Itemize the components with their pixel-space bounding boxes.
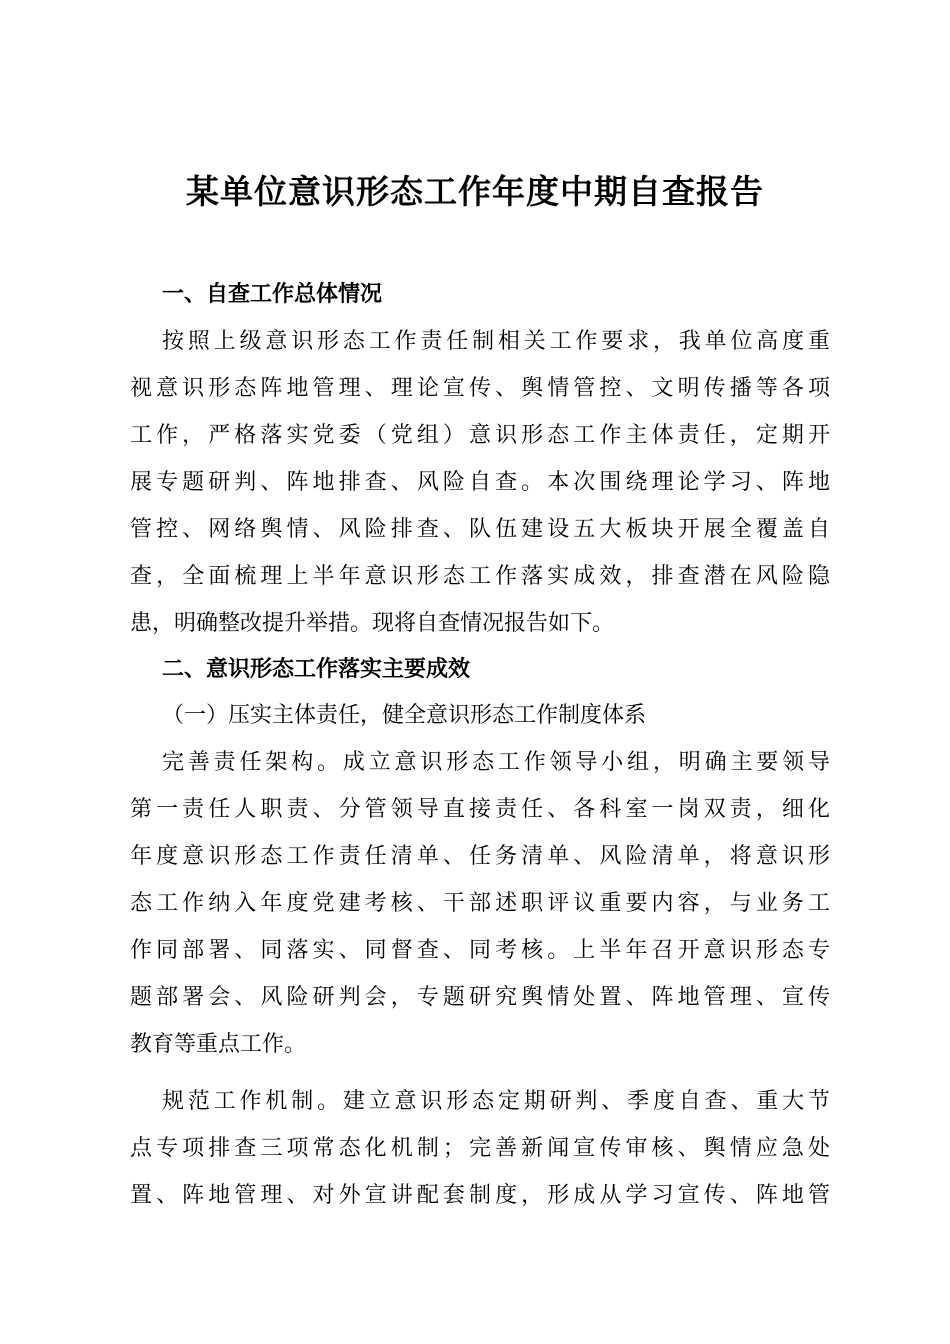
text-line: 展专题研判、阵地排查、风险自查。本次围绕理论学习、阵地: [130, 470, 830, 495]
text-line: 视意识形态阵地管理、理论宣传、舆情管控、文明传播等各项: [130, 376, 830, 401]
text-line: 工作，严格落实党委（党组）意识形态工作主体责任，定期开: [130, 423, 830, 448]
text-line: 作同部署、同落实、同督查、同考核。上半年召开意识形态专: [130, 938, 830, 963]
paragraph-mechanism: [130, 1078, 830, 1219]
section-heading-2: 二、意识形态工作落实主要成效: [162, 657, 471, 682]
section-heading-1: 一、自查工作总体情况: [162, 282, 383, 307]
text-line: 置、阵地管理、对外宣讲配套制度，形成从学习宣传、阵地管: [130, 1183, 830, 1208]
text-line: 题部署会、风险研判会，专题研究舆情处置、阵地管理、宣传: [130, 985, 830, 1010]
text-line: 态工作纳入年度党建考核、干部述职评议重要内容，与业务工: [130, 891, 830, 916]
text-line: 规范工作机制。建立意识形态定期研判、季度自查、重大节: [162, 1089, 830, 1114]
paragraph-gap: [130, 1068, 830, 1078]
text-line: 第一责任人职责、分管领导直接责任、各科室一岗双责，细化: [130, 797, 830, 822]
text-line: 管控、网络舆情、风险排查、队伍建设五大板块开展全覆盖自: [130, 517, 830, 542]
text-line: 完善责任架构。成立意识形态工作领导小组，明确主要领导: [162, 750, 830, 775]
text-line: 按照上级意识形态工作责任制相关工作要求，我单位高度重: [162, 329, 830, 354]
paragraph-overview: [130, 318, 830, 647]
text-line: 查，全面梳理上半年意识形态工作落实成效，排查潜在风险隐: [130, 564, 830, 589]
text-line: 教育等重点工作。: [130, 1032, 307, 1057]
text-line: 患，明确整改提升举措。现将自查情况报告如下。: [130, 611, 615, 636]
text-line: 年度意识形态工作责任清单、任务清单、风险清单，将意识形: [130, 844, 830, 869]
paragraph-responsibility: [130, 739, 830, 1068]
document-title: 某单位意识形态工作年度中期自查报告: [186, 172, 764, 211]
text-line: 点专项排查三项常态化机制；完善新闻宣传审核、舆情应急处: [130, 1136, 830, 1161]
document-body: [130, 272, 830, 1219]
subsection-heading-1: （一）压实主体责任，健全意识形态工作制度体系: [162, 703, 647, 728]
